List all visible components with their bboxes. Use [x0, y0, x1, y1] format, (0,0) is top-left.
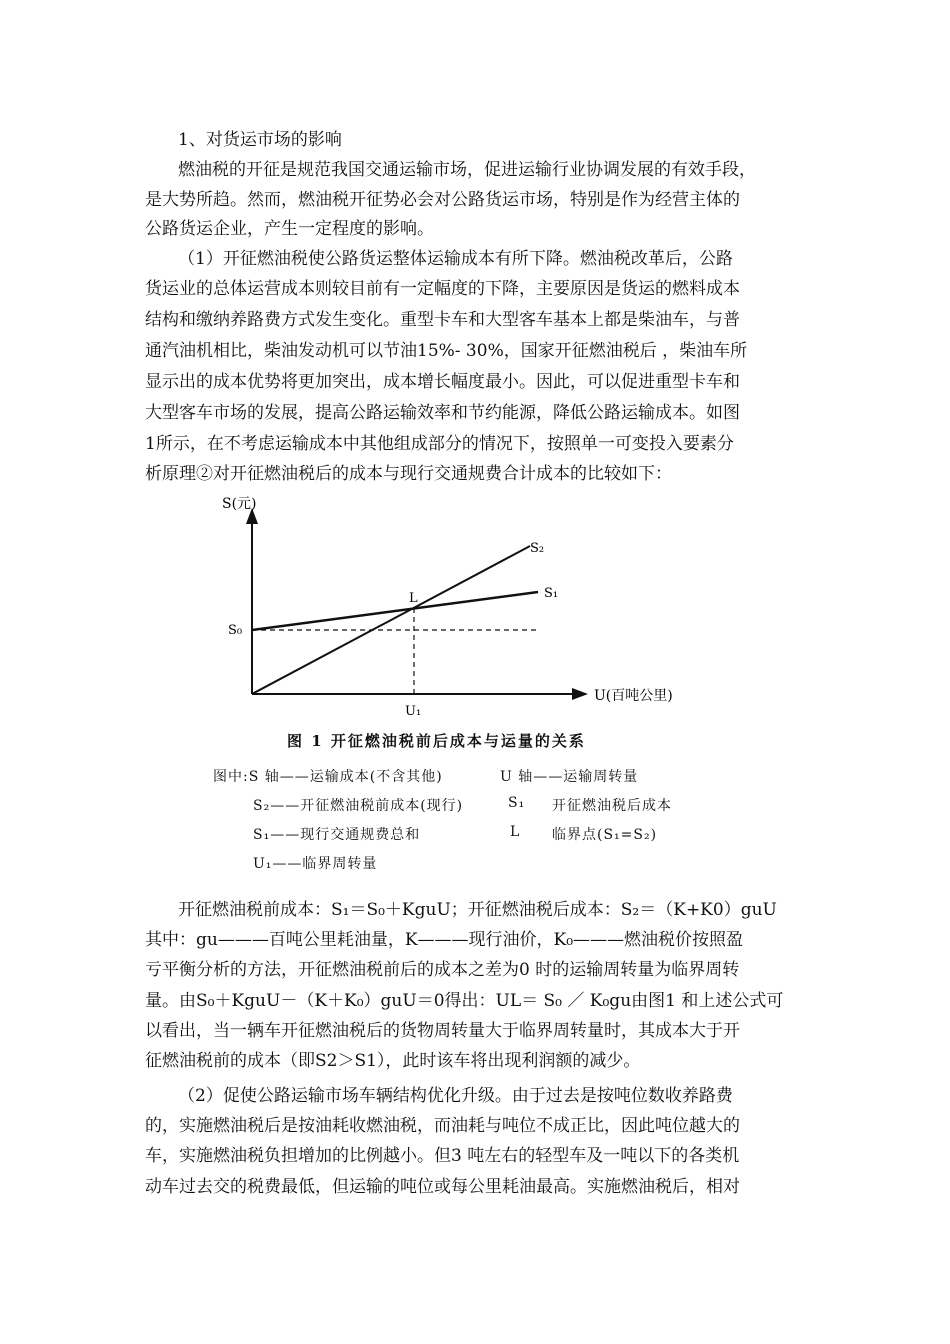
- para2-line: 通汽油机相比，柴油发动机可以节油15%- 30%，国家开征燃油税后 ，柴油车所: [145, 341, 748, 361]
- para2-line: 1所示，在不考虑运输成本中其他组成部分的情况下，按照单一可变投入要素分: [145, 434, 734, 454]
- legend-s-axis: 图中:S 轴——运输成本(不含其他): [213, 769, 443, 785]
- para3-line: 其中：gu———百吨公里耗油量，K———现行油价，K₀———燃油税价按照盈: [145, 930, 744, 950]
- para2-line: 析原理②对开征燃油税后的成本与现行交通规费合计成本的比较如下：: [145, 464, 672, 484]
- x-axis-label: U(百吨公里): [594, 688, 673, 704]
- legend-u1: U₁——临界周转量: [253, 856, 378, 872]
- legend-u-axis: U 轴——运输周转量: [500, 769, 639, 785]
- para2-line: 显示出的成本优势将更加突出，成本增长幅度最小。因此，可以促进重型卡车和: [145, 372, 740, 392]
- para2-line: （1）开征燃油税使公路货运整体运输成本有所下降。燃油税改革后，公路: [178, 249, 733, 269]
- para1-line: 是大势所趋。然而，燃油税开征势必会对公路货运市场，特别是作为经营主体的: [145, 190, 740, 210]
- para3-line: 开征燃油税前成本：S₁＝S₀＋KguU；开征燃油税后成本：S₂＝（K+K0）guU: [178, 900, 777, 920]
- legend-s1-desc: 开征燃油税后成本: [552, 798, 672, 814]
- para3-line: 征燃油税前的成本（即S2＞S1），此时该车将出现利润额的减少。: [145, 1051, 641, 1071]
- legend-s1-symbol: S₁: [508, 795, 526, 811]
- s1-label: S₁: [544, 586, 559, 601]
- s1-line: [252, 592, 538, 630]
- para4-line: 的，实施燃油税后是按油耗收燃油税，而油耗与吨位不成正比，因此吨位越大的: [145, 1116, 740, 1136]
- x-axis-arrow: [572, 688, 588, 700]
- y-axis-label: S(元): [222, 496, 257, 512]
- para4-line: 动车过去交的税费最低，但运输的吨位或每公里耗油最高。实施燃油税后，相对: [145, 1177, 740, 1197]
- para2-line: 结构和缴纳养路费方式发生变化。重型卡车和大型客车基本上都是柴油车，与普: [145, 310, 740, 330]
- para3-line: 以看出，当一辆车开征燃油税后的货物周转量大于临界周转量时，其成本大于开: [145, 1021, 740, 1041]
- legend-s1-fees: S₁——现行交通规费总和: [253, 827, 421, 843]
- para1-line: 公路货运企业，产生一定程度的影响。: [145, 219, 434, 239]
- cost-volume-figure: [200, 494, 720, 734]
- figure-caption: 图 1 开征燃油税前后成本与运量的关系: [287, 732, 586, 750]
- legend-l-symbol: L: [510, 824, 521, 840]
- legend-s2: S₂——开征燃油税前成本(现行): [253, 798, 464, 814]
- para3-line: 量。由S₀＋KguU－（K＋K₀）guU＝0得出：UL＝ S₀ ／ K₀gu由图1 和上述公式可: [145, 991, 784, 1011]
- s2-label: S₂: [530, 541, 545, 556]
- s2-line: [252, 546, 530, 694]
- legend-l-desc: 临界点(S₁=S₂): [552, 827, 658, 843]
- para3-line: 亏平衡分析的方法，开征燃油税前后的成本之差为0 时的运输周转量为临界周转: [145, 960, 740, 980]
- u1-label: U₁: [405, 704, 422, 719]
- para2-line: 大型客车市场的发展，提高公路运输效率和节约能源，降低公路运输成本。如图: [145, 403, 740, 423]
- para4-line: （2）促使公路运输市场车辆结构优化升级。由于过去是按吨位数收养路费: [178, 1086, 733, 1106]
- para2-line: 货运业的总体运营成本则较目前有一定幅度的下降，主要原因是货运的燃料成本: [145, 279, 740, 299]
- para4-line: 车，实施燃油税负担增加的比例越小。但3 吨左右的轻型车及一吨以下的各类机: [145, 1146, 740, 1166]
- l-label: L: [409, 591, 418, 606]
- s0-label: S₀: [228, 623, 243, 638]
- section-heading: 1、对货运市场的影响: [178, 130, 342, 150]
- para1-line: 燃油税的开征是规范我国交通运输市场，促进运输行业协调发展的有效手段，: [178, 160, 756, 180]
